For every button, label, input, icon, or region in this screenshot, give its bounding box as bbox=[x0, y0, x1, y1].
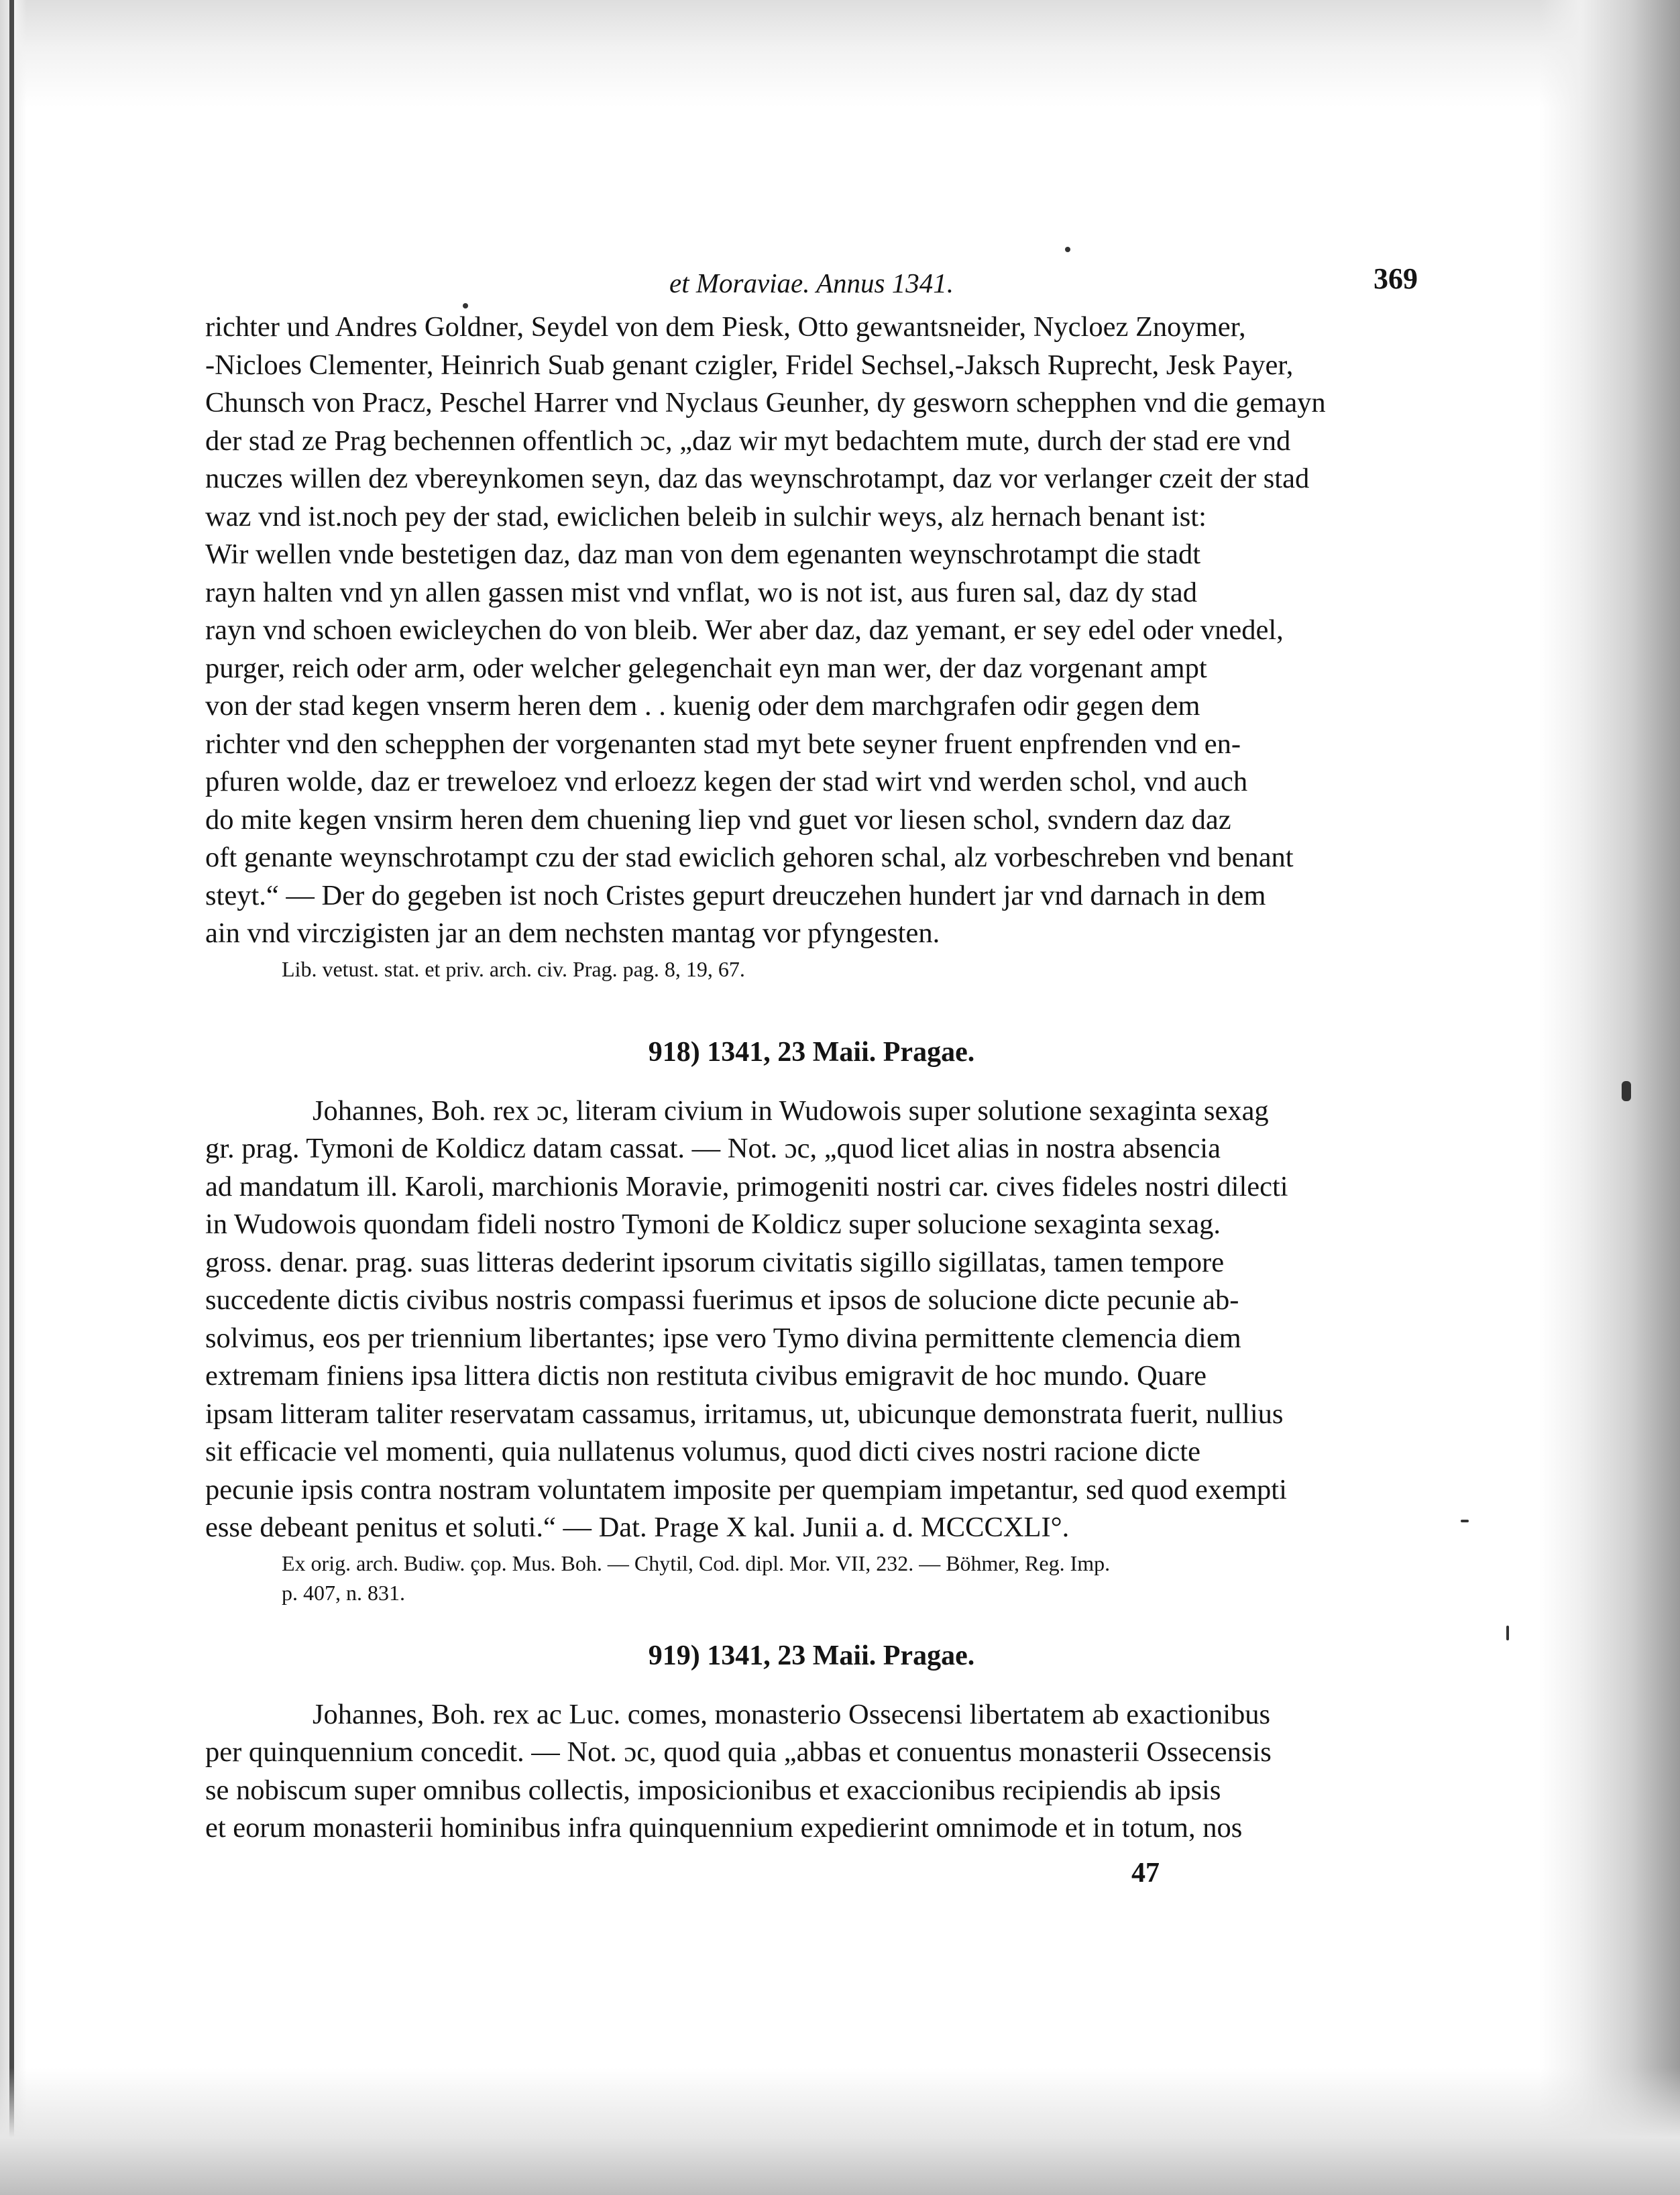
text-line-last: esse debeant penitus et soluti.“ — Dat. Prage X kal. Junii a. d. MCCCXLI°. bbox=[205, 1512, 1070, 1543]
entry-date: 1341, 23 Maii. bbox=[707, 1640, 877, 1671]
scan-speck bbox=[1622, 1081, 1631, 1101]
text-line: oft genante weynschrotampt czu der stad ewiclich gehoren schal, alz vorbeschreben vnd benant bbox=[205, 842, 1294, 873]
scan-speck bbox=[1506, 1626, 1509, 1640]
text-line: Chunsch von Pracz, Peschel Harrer vnd Nyclaus Geunher, dy gesworn schepphen vnd die gemayn bbox=[205, 387, 1326, 418]
signature-mark: 47 bbox=[1131, 1857, 1160, 1889]
text-line: per quinquennium concedit. — Not. ɔc, quod quia „abbas et conuentus monasterii Ossecensis bbox=[205, 1736, 1272, 1768]
text-line: Johannes, Boh. rex ac Luc. comes, monasterio Ossecensi libertatem ab exactionibus bbox=[313, 1698, 1271, 1730]
text-line: extremam finiens ipsa littera dictis non restituta civibus emigravit de hoc mundo. Quare bbox=[205, 1360, 1207, 1392]
page-number: 369 bbox=[1374, 262, 1418, 295]
text-line: et eorum monasterii hominibus infra quinquennium expedierint omnimode et in totum, nos bbox=[205, 1812, 1243, 1844]
source-citation: Ex orig. arch. Budiw. çop. Mus. Boh. — Chytil, Cod. dipl. Mor. VII, 232. — Böhmer, Reg. Imp. bbox=[282, 1551, 1111, 1575]
entry-place: Pragae. bbox=[883, 1036, 975, 1068]
text-line: Johannes, Boh. rex ɔc, literam civium in Wudowois super solutione sexaginta sexag bbox=[313, 1094, 1269, 1127]
scan-speck bbox=[1461, 1520, 1469, 1522]
text-line: rayn vnd schoen ewicleychen do von bleib. Wer aber daz, daz yemant, er sey edel oder vnedel, bbox=[205, 614, 1284, 646]
entry-body-919 bbox=[205, 1696, 1418, 1848]
scan-speck bbox=[1065, 247, 1070, 252]
entry-body-918 bbox=[205, 1092, 1418, 1606]
text-line: nuczes willen dez vbereynkomen seyn, daz das weynschrotampt, daz vor verlanger czeit der stad bbox=[205, 463, 1310, 494]
text-line-last: ain vnd virczigisten jar an dem nechsten mantag vor pfyngesten. bbox=[205, 917, 940, 949]
text-line: gross. denar. prag. suas litteras dederint ipsorum civitatis sigillo sigillatas, tamen tempore bbox=[205, 1246, 1225, 1278]
text-line: richter und Andres Goldner, Seydel von dem Piesk, Otto gewantsneider, Nycloez Znoymer, bbox=[205, 311, 1246, 343]
text-line: ipsam litteram taliter reservatam cassamus, irritamus, ut, ubicunque demonstrata fuerit, nullius bbox=[205, 1398, 1284, 1430]
text-line: purger, reich oder arm, oder welcher gelegenchait eyn man wer, der daz vorgenant ampt bbox=[205, 652, 1207, 684]
charter-continuation bbox=[205, 308, 1418, 982]
source-citation: Lib. vetust. stat. et priv. arch. civ. Prag. pag. 8, 19, 67. bbox=[282, 956, 745, 981]
text-line: steyt.“ — Der do gegeben ist noch Cristes gepurt dreuczehen hundert jar vnd darnach in dem bbox=[205, 879, 1266, 911]
text-line: -Nicloes Clementer, Heinrich Suab genant czigler, Fridel Sechsel,-Jaksch Ruprecht, Jesk Payer, bbox=[205, 349, 1294, 381]
source-citation: p. 407, n. 831. bbox=[282, 1580, 405, 1605]
running-header bbox=[205, 262, 1418, 308]
text-line: succedente dictis civibus nostris compassi fuerimus et ipsos de solucione dicte pecunie ab- bbox=[205, 1284, 1239, 1316]
text-line: se nobiscum super omnibus collectis, imposicionibus et exaccionibus recipiendis ab ipsis bbox=[205, 1774, 1221, 1806]
entry-place: Pragae. bbox=[883, 1640, 975, 1671]
entry-heading-919 bbox=[205, 1636, 1418, 1676]
entry-heading-918 bbox=[205, 1032, 1418, 1072]
text-line: ad mandatum ill. Karoli, marchionis Moravie, primogeniti nostri car. cives fideles nostri dilecti bbox=[205, 1170, 1288, 1202]
text-line: do mite kegen vnsirm heren dem chuening liep vnd guet vor liesen schol, svndern daz daz bbox=[205, 803, 1231, 836]
binding-edge-line bbox=[9, 0, 14, 2195]
scan-shadow-right bbox=[1539, 0, 1680, 2195]
text-line: richter vnd den schepphen der vorgenanten stad myt bete seyner fruent enpfrenden vnd en- bbox=[205, 728, 1241, 760]
text-line: solvimus, eos per triennium libertantes; ipse vero Tymo divina permittente clemencia diem bbox=[205, 1322, 1241, 1354]
text-line: Wir wellen vnde bestetigen daz, daz man von dem egenanten weynschrotampt die stadt bbox=[205, 539, 1201, 570]
text-line: waz vnd ist.noch pey der stad, ewiclichen beleib in sulchir weys, alz hernach benant ist: bbox=[205, 500, 1207, 532]
text-line: gr. prag. Tymoni de Koldicz datam cassat. — Not. ɔc, „quod licet alias in nostra absencia bbox=[205, 1133, 1221, 1164]
scan-shadow-bottom bbox=[0, 2068, 1680, 2195]
text-line: sit efficacie vel momenti, quia nullatenus volumus, quod dicti cives nostri racione dicte bbox=[205, 1436, 1200, 1467]
entry-date: 1341, 23 Maii. bbox=[707, 1036, 877, 1068]
scan-shadow-top bbox=[0, 0, 1680, 107]
text-line: pecunie ipsis contra nostram voluntatem imposite per quempiam impetantur, sed quod exempti bbox=[205, 1473, 1287, 1506]
book-page bbox=[205, 262, 1418, 1889]
running-title: et Moraviae. Annus 1341. bbox=[669, 268, 954, 298]
entry-number: 919) bbox=[648, 1640, 700, 1671]
text-line: der stad ze Prag bechennen offentlich ɔc, „daz wir myt bedachtem mute, durch der stad ere vnd bbox=[205, 425, 1291, 457]
text-line: von der stad kegen vnserm heren dem . . kuenig oder dem marchgrafen odir gegen dem bbox=[205, 690, 1200, 722]
text-line: in Wudowois quondam fideli nostro Tymoni de Koldicz super solucione sexaginta sexag. bbox=[205, 1208, 1221, 1240]
text-line: rayn halten vnd yn allen gassen mist vnd vnflat, wo is not ist, aus furen sal, daz dy stad bbox=[205, 576, 1197, 608]
entry-number: 918) bbox=[648, 1036, 700, 1068]
text-line: pfuren wolde, daz er treweloez vnd erloezz kegen der stad wirt vnd werden schol, vnd auch bbox=[205, 766, 1248, 797]
